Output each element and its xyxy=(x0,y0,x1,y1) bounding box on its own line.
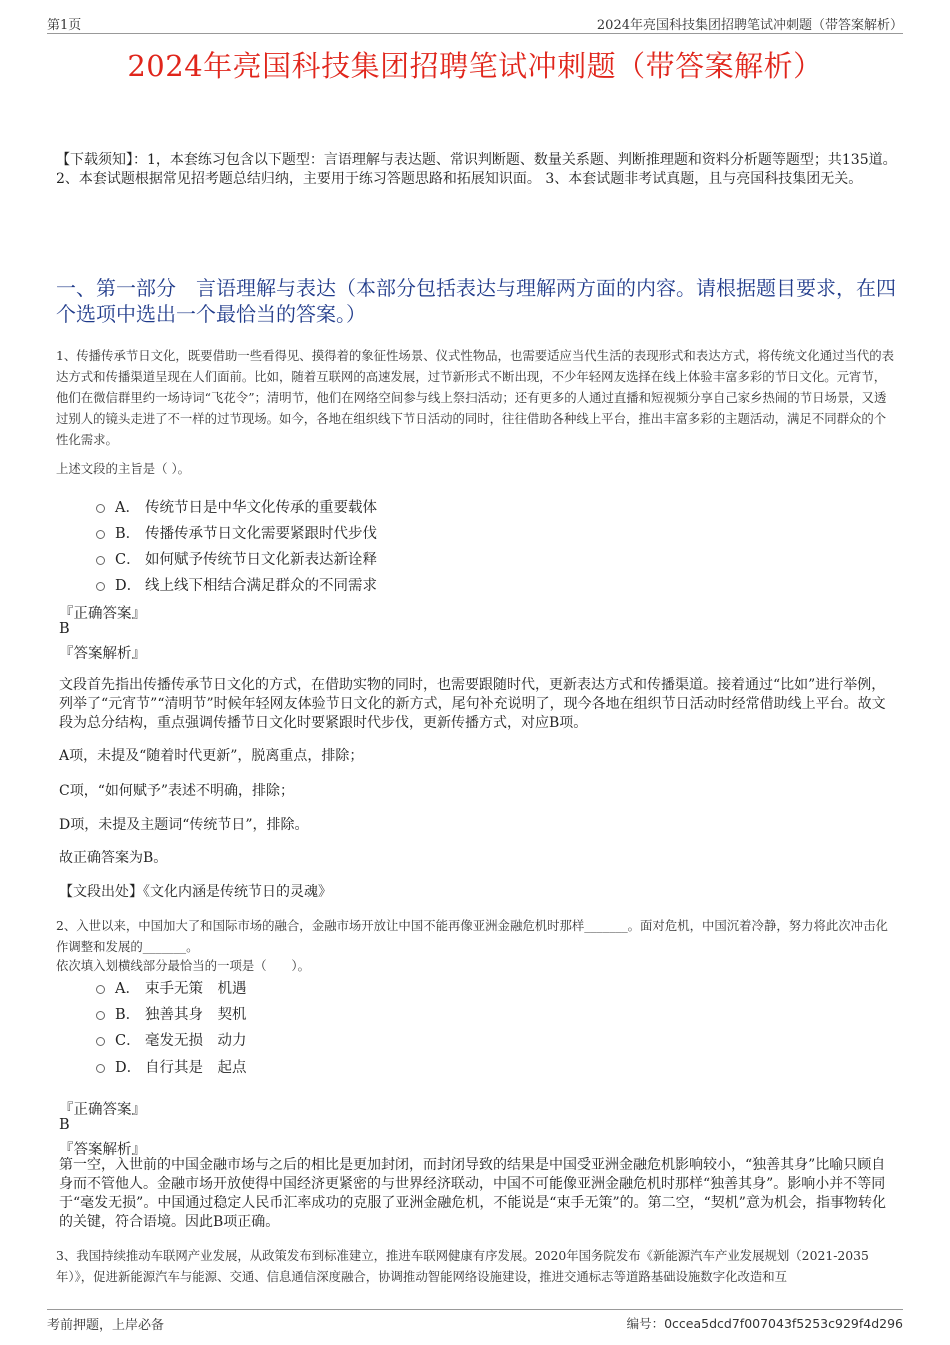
option-text: 线上线下相结合满足群众的不同需求 xyxy=(145,578,377,594)
header-page-number: 第1页 xyxy=(47,18,82,33)
option-key: B． xyxy=(115,526,141,542)
q1-note-d: D项，未提及主题词“传统节日”，排除。 xyxy=(59,817,309,833)
q1-note-a: A项，未提及“随着时代更新”，脱离重点，排除； xyxy=(59,748,364,764)
option-text: 传播传承节日文化需要紧跟时代步伐 xyxy=(145,526,377,542)
q1-question: 上述文段的主旨是（ ）。 xyxy=(56,461,191,476)
radio-button-icon[interactable] xyxy=(96,556,105,565)
q1-option-b[interactable] xyxy=(96,522,377,543)
q2-stem: 2、入世以来，中国加大了和国际市场的融合，金融市场开放让中国不能再像亚洲金融危机时那样_______。面对危机，中国沉着冷静，努力将此次冲击化作调整和发展的_______。 xyxy=(56,918,888,954)
q2-analysis-label: 『答案解析』 xyxy=(59,1142,146,1158)
option-key: B． xyxy=(115,1007,141,1023)
option-text: 如何赋予传统节日文化新表达新诠释 xyxy=(145,552,377,568)
q2-option-c[interactable] xyxy=(96,1029,247,1050)
radio-button-icon[interactable] xyxy=(96,1064,105,1073)
radio-button-icon[interactable] xyxy=(96,1011,105,1020)
radio-button-icon[interactable] xyxy=(96,530,105,539)
radio-button-icon[interactable] xyxy=(96,582,105,591)
q1-option-d[interactable] xyxy=(96,574,377,595)
option-text: 毫发无损 动力 xyxy=(145,1033,247,1049)
option-key: D． xyxy=(115,578,142,594)
q2-answer: B xyxy=(59,1117,70,1133)
q2-analysis: 第一空，入世前的中国金融市场与之后的相比是更加封闭，而封闭导致的结果是中国受亚洲金融危机影响较小，“独善其身”比喻只顾自身而不管他人。金融市场开放使得中国经济更紧密的与世界经济联动，中国不可能像亚洲金融危机时那样“独善其身”。影响小并不等同于“毫发无损”。中国通过稳定人民币汇率成功的克服了亚洲金融危机，不能说是“束手无策”的。第二空，“契机”意为机会，指事物转化的关键，符合语境。因此B项正确。 xyxy=(59,1157,886,1230)
option-key: C． xyxy=(115,1033,141,1049)
radio-button-icon[interactable] xyxy=(96,504,105,513)
q2-question: 依次填入划横线部分最恰当的一项是（ ）。 xyxy=(56,958,311,973)
q1-source: 【文段出处】《文化内涵是传统节日的灵魂》 xyxy=(59,884,332,900)
q2-option-a[interactable] xyxy=(96,977,247,998)
option-key: A． xyxy=(115,981,140,997)
q1-stem: 1、传播传承节日文化，既要借助一些看得见、摸得着的象征性场景、仪式性物品，也需要适应当代生活的表现形式和表达方式，将传统文化通过当代的表达方式和传播渠道呈现在人们面前。比如，随着互联网的高速发展，过节新形式不断出现，不少年轻网友选择在线上体验丰富多彩的节日文化。元宵节，他们在微信群里约一场诗词“飞花令”；清明节，他们在网络空间参与线上祭扫活动；还有更多的人通过直播和短视频分享自己家乡热闹的节日场景，又透过别人的镜头走进了不一样的过节现场。如今，各地在组织线下节日活动的同时，往往借助各种线上平台，推出丰富多彩的主题活动，满足不同群众的个性化需求。 xyxy=(56,348,895,447)
q1-conclusion: 故正确答案为B。 xyxy=(59,850,168,866)
header-doc-title: 2024年亮国科技集团招聘笔试冲刺题（带答案解析） xyxy=(596,18,903,33)
section-heading: 一、第一部分 言语理解与表达（本部分包括表达与理解两方面的内容。请根据题目要求，在四个选项中选出一个最恰当的答案。） xyxy=(56,276,896,326)
option-key: D． xyxy=(115,1060,142,1076)
q3-stem: 3、我国持续推动车联网产业发展，从政策发布到标准建立，推进车联网健康有序发展。2020年国务院发布《新能源汽车产业发展规划（2021-2035年）》，促进新能源汽车与能源、交通、信息通信深度融合，协调推动智能网络设施建设，推进交通标志等道路基础设施数字化改造和互 xyxy=(56,1248,869,1284)
q1-analysis: 文段首先指出传播传承节日文化的方式，在借助实物的同时，也需要跟随时代，更新表达方式和传播渠道。接着通过“比如”进行举例，列举了“元宵节”“清明节”时候年轻网友体验节日文化的新方式，尾句补充说明了，现今各地在组织节日活动时经常借助线上平台。故文段为总分结构，重点强调传播节日文化时要紧跟时代步伐，更新传播方式，对应B项。 xyxy=(59,677,886,731)
download-notice: 【下载须知】：1，本套练习包含以下题型：言语理解与表达题、常识判断题、数量关系题、判断推理题和资料分析题等题型；共135道。 2、本套试题根据常见招考题总结归纳，主要用于练习答题思路和拓展知识面。 3、本套试题非考试真题，且与亮国科技集团无关。 xyxy=(56,152,897,187)
q1-analysis-label: 『答案解析』 xyxy=(59,646,146,662)
footer-slogan: 考前押题，上岸必备 xyxy=(47,1318,165,1333)
footer-divider xyxy=(47,1309,903,1310)
option-text: 独善其身 契机 xyxy=(145,1007,247,1023)
option-text: 传统节日是中华文化传承的重要载体 xyxy=(145,500,377,516)
q1-answer: B xyxy=(59,621,70,637)
option-text: 束手无策 机遇 xyxy=(145,981,247,997)
q2-answer-label: 『正确答案』 xyxy=(59,1102,146,1118)
radio-button-icon[interactable] xyxy=(96,985,105,994)
q1-note-c: C项，“如何赋予”表述不明确，排除； xyxy=(59,783,295,799)
page-title: 2024年亮国科技集团招聘笔试冲刺题（带答案解析） xyxy=(127,49,823,83)
q2-option-d[interactable] xyxy=(96,1056,247,1077)
radio-button-icon[interactable] xyxy=(96,1037,105,1046)
footer-code: 编号：0ccea5dcd7f007043f5253c929f4d296 xyxy=(626,1316,903,1331)
option-key: A． xyxy=(115,500,140,516)
option-key: C． xyxy=(115,552,141,568)
q1-option-c[interactable] xyxy=(96,548,377,569)
q2-option-b[interactable] xyxy=(96,1003,247,1024)
q1-option-a[interactable] xyxy=(96,496,377,517)
option-text: 自行其是 起点 xyxy=(145,1060,247,1076)
header-divider xyxy=(47,33,903,34)
q1-answer-label: 『正确答案』 xyxy=(59,606,146,622)
